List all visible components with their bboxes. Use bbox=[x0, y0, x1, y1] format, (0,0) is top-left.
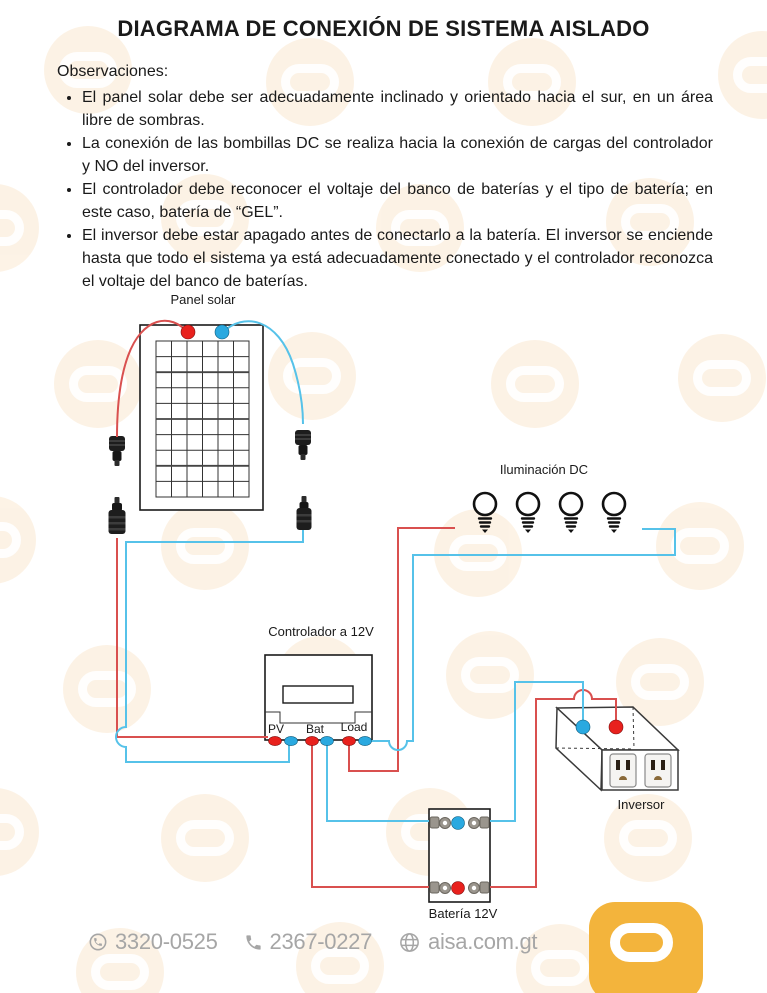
terminal-label-load: Load bbox=[340, 720, 368, 734]
contact-footer bbox=[88, 929, 537, 955]
battery-label: Batería 12V bbox=[428, 906, 498, 921]
panel-label: Panel solar bbox=[170, 292, 236, 307]
panel-positive-terminal bbox=[181, 325, 195, 339]
controller-load-positive-terminal bbox=[343, 736, 356, 745]
logo-pill-icon bbox=[610, 923, 673, 962]
page-title: DIAGRAMA DE CONEXIÓN DE SISTEMA AISLADO bbox=[117, 16, 650, 41]
battery-negative-wire bbox=[327, 745, 429, 821]
light-bulb-icon bbox=[560, 493, 582, 533]
observation-item: • El controlador debe reconocer el voltaje del banco de baterías y el tipo de batería; en este caso, batería de “GEL”. bbox=[82, 178, 713, 224]
aisa-logo bbox=[589, 902, 703, 993]
phone-icon bbox=[244, 933, 263, 952]
whatsapp-icon bbox=[88, 932, 108, 952]
whatsapp-number: 3320-0525 bbox=[115, 929, 218, 954]
controller-display bbox=[283, 686, 353, 703]
controller-bat-positive-terminal bbox=[306, 736, 319, 745]
inverter-positive-terminal bbox=[609, 720, 623, 734]
solar-panel bbox=[140, 325, 263, 510]
mc4-connector bbox=[109, 497, 126, 534]
inverter-label: Inversor bbox=[617, 797, 665, 812]
observation-item: • La conexión de las bombillas DC se realiza hacia la conexión de cargas del controlador y NO del inversor. bbox=[82, 132, 713, 178]
observation-item: • El panel solar debe ser adecuadamente inclinado y orientado hacia el sur, en un área libre de sombras. bbox=[82, 86, 713, 132]
light-bulb-icon bbox=[603, 493, 625, 533]
light-bulb-icon bbox=[474, 493, 496, 533]
battery-positive-wire bbox=[312, 745, 429, 887]
lighting-label: Iluminación DC bbox=[499, 462, 589, 477]
battery-lug bbox=[480, 882, 489, 893]
terminal-label-pv: PV bbox=[267, 722, 284, 736]
light-bulb-icon bbox=[517, 493, 539, 533]
battery-negative-terminal bbox=[452, 817, 465, 830]
phone-number: 2367-0227 bbox=[269, 929, 373, 954]
battery-lug bbox=[430, 817, 439, 828]
panel-negative-terminal bbox=[215, 325, 229, 339]
battery-lug bbox=[430, 882, 439, 893]
mc4-connector bbox=[109, 436, 125, 466]
controller-pv-negative-terminal bbox=[285, 736, 298, 745]
battery-lug bbox=[480, 817, 489, 828]
inverter-negative-terminal bbox=[576, 720, 590, 734]
website-url: aisa.com.gt bbox=[428, 929, 538, 954]
controller-bat-negative-terminal bbox=[321, 736, 334, 745]
pv-positive-wire bbox=[117, 538, 268, 737]
globe-icon bbox=[398, 931, 421, 954]
power-outlet bbox=[645, 754, 671, 787]
observations-section bbox=[57, 60, 713, 293]
controller-pv-positive-terminal bbox=[269, 736, 282, 745]
observations-list bbox=[57, 86, 713, 293]
mc4-connector bbox=[297, 496, 312, 530]
power-outlet bbox=[610, 754, 636, 787]
mc4-connector bbox=[295, 430, 311, 460]
observations-heading: Observaciones: bbox=[57, 63, 169, 80]
terminal-label-bat: Bat bbox=[305, 722, 324, 736]
controller-label: Controlador a 12V bbox=[268, 624, 374, 639]
dc-light-bulbs bbox=[474, 493, 625, 533]
controller-load-negative-terminal bbox=[359, 736, 372, 745]
battery-positive-terminal bbox=[452, 882, 465, 895]
observation-item: • El inversor debe estar apagado antes de conectarlo a la batería. El inversor se enciende hasta que todo el sistema ya está adecuadamente conectado y el controlador reconozca el voltaje del banco de baterías. bbox=[82, 224, 713, 293]
